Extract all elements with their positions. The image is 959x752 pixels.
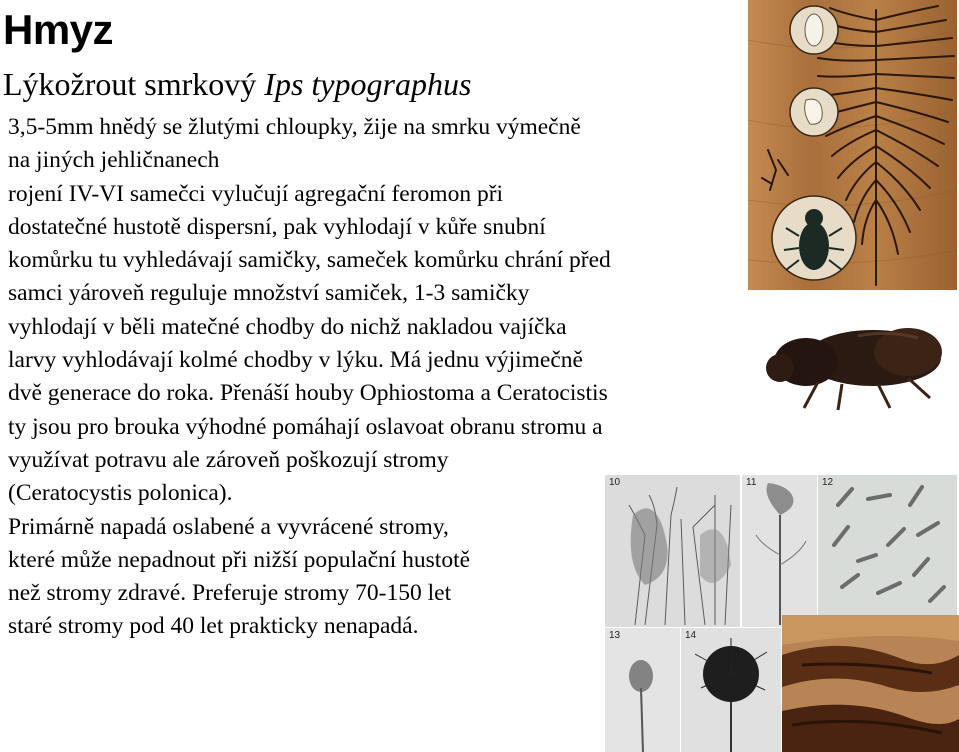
common-name: Lýkožrout smrkový <box>3 66 265 102</box>
fungus-micrograph-14 <box>681 628 781 752</box>
figure-label: 14 <box>685 630 697 641</box>
beetle-photo <box>758 312 957 420</box>
text-line: rojení IV-VI samečci vylučují agregační feromon při <box>8 180 504 207</box>
text-line: na jiných jehličnanech <box>8 147 220 174</box>
gallery-illustration <box>748 0 957 290</box>
fungus-micrograph-11 <box>742 475 817 627</box>
figure-label: 13 <box>609 630 621 641</box>
text-line: 3,5-5mm hnědý se žlutými chloupky, žije na smrku výmečně <box>8 114 581 140</box>
text-line: komůrku tu vyhledávají samičky, sameček komůrku chrání před <box>8 247 611 274</box>
slide-title: Hmyz <box>3 6 114 53</box>
text-line: (Ceratocystis polonica). <box>8 480 233 507</box>
text-line: využívat potravu ale zároveň poškozují stromy <box>8 446 449 473</box>
text-line: které může nepadnout při nižší populační hustotě <box>8 546 471 573</box>
text-line: dostatečné hustotě dispersní, pak vyhlodají v kůře snubní <box>8 213 546 240</box>
species-heading <box>3 64 471 104</box>
figure-label: 10 <box>609 477 621 488</box>
text-line: larvy vyhlodávají kolmé chodby v lýku. Má jednu výjimečně <box>8 347 583 374</box>
text-line: dvě generace do roka. Přenáší houby Ophiostoma a Ceratocistis <box>8 380 608 407</box>
text-line: vyhlodají v běli matečné chodby do nichž nakladou vajíčka <box>8 313 567 340</box>
fungus-micrograph-10 <box>605 475 740 627</box>
text-line: ty jsou pro brouka výhodné pomáhají oslavoat obranu stromu a <box>8 413 603 440</box>
infested-wood-photo <box>782 615 959 752</box>
fungus-micrograph-13 <box>605 628 680 752</box>
fungus-micrograph-12 <box>818 475 957 615</box>
figure-label: 11 <box>746 477 757 488</box>
text-line: Primárně napadá oslabené a vyvrácené stromy, <box>8 513 449 540</box>
text-line: než stromy zdravé. Preferuje stromy 70-150 let <box>8 580 452 607</box>
figure-label: 12 <box>822 477 834 488</box>
latin-name: Ips typographus <box>264 66 472 102</box>
text-line: samci yároveň reguluje množství samiček, 1-3 samičky <box>8 280 530 307</box>
text-line: staré stromy pod 40 let prakticky nenapadá. <box>8 613 419 640</box>
